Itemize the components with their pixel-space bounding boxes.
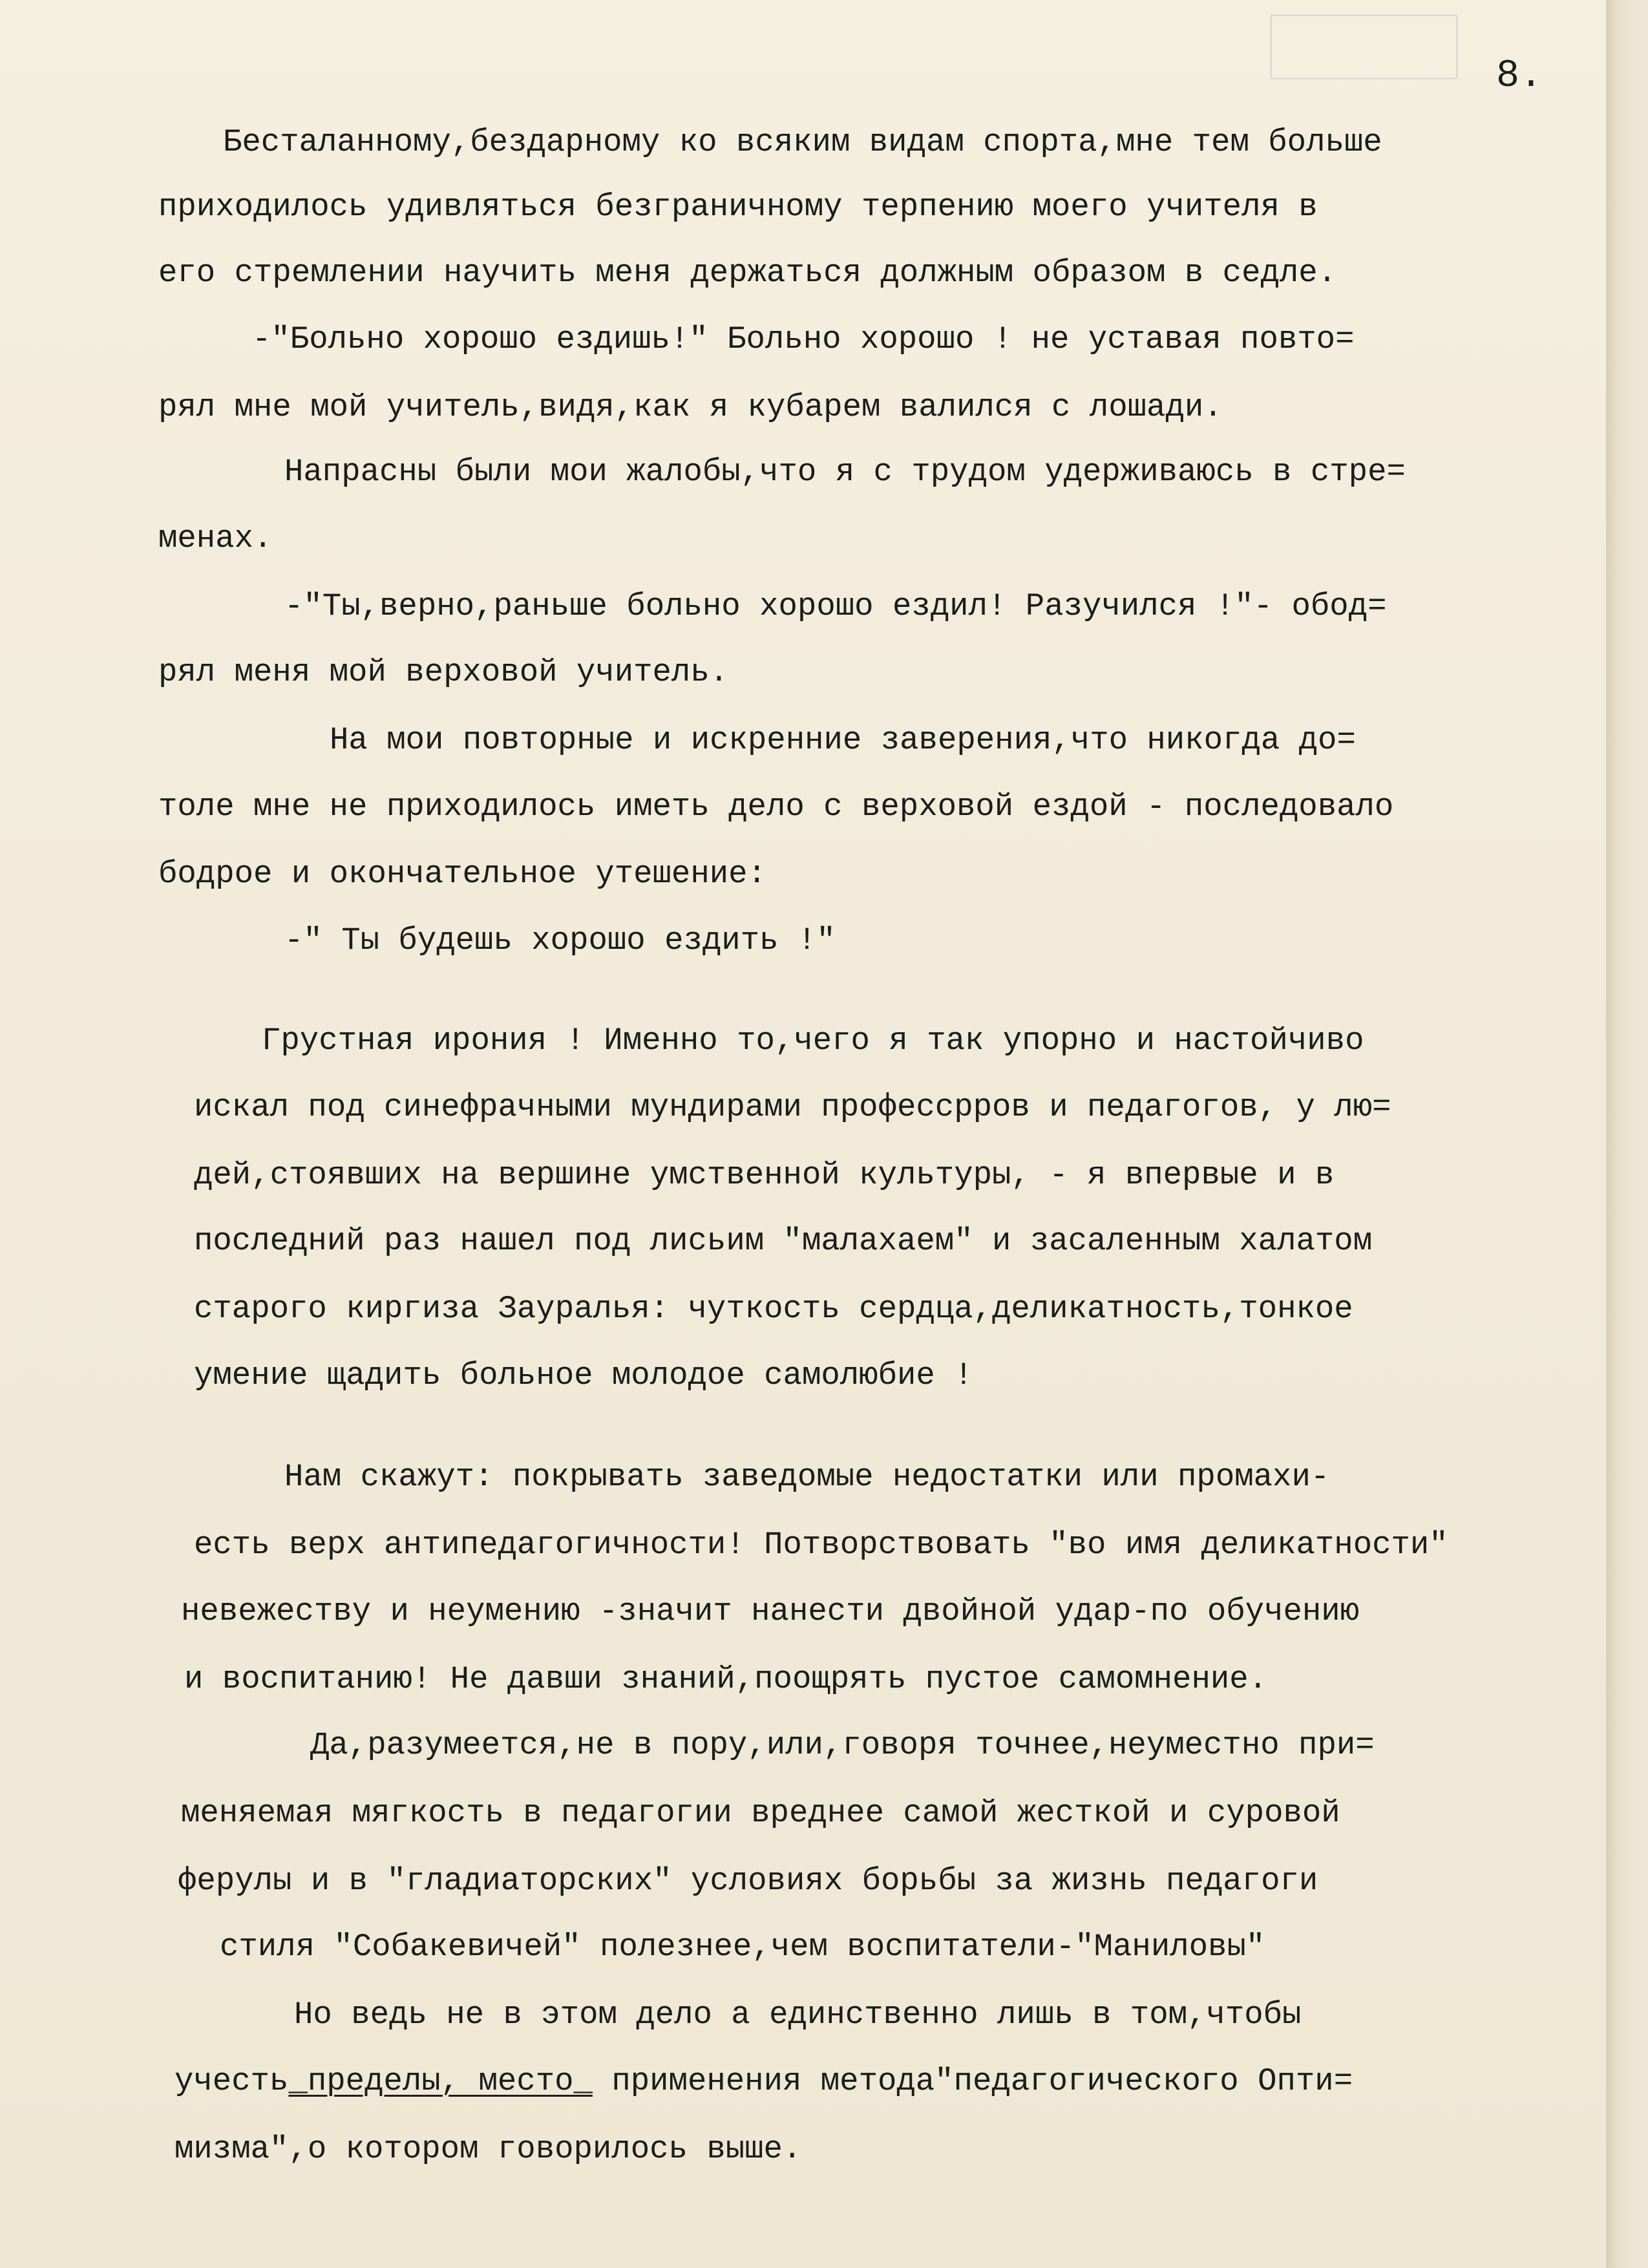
text-segment: применения метода"педагогического Опти= [592,2063,1353,2099]
text-line: дей,стоявших на вершине умственной культуры, - я впервые и в [194,1157,1335,1193]
text-line: Грустная ирония ! Именно то,чего я так упорно и настойчиво [262,1023,1364,1059]
text-line: есть верх антипедагогичности! Потворствовать "во имя деликатности" [194,1527,1448,1563]
text-line: Но ведь не в этом дело а единственно лишь в том,чтобы [294,1997,1302,2033]
text-line [174,2062,1353,2101]
text-line: менах. [158,520,273,556]
text-segment: учесть [174,2063,289,2099]
text-line: Бесталанному,бездарному ко всяким видам спорта,мне тем больше [223,124,1382,160]
text-line: и воспитанию! Не давши знаний,поощрять пустое самомнение. [184,1661,1268,1697]
text-line: толе мне не приходилось иметь дело с верховой ездой - последовало [158,789,1394,825]
text-line: старого киргиза Зауралья: чуткость сердца,деликатность,тонкое [194,1291,1353,1327]
archive-stamp [1270,14,1458,79]
text-line: его стремлении научить меня держаться должным образом в седле. [158,255,1337,291]
text-line: ферулы и в "гладиаторских" условиях борьбы за жизнь педагоги [178,1863,1318,1899]
text-line: -"Больно хорошо ездишь!" Больно хорошо ! не уставая повто= [252,321,1355,357]
text-line: последний раз нашел под лисьим "малахаем" и засаленным халатом [194,1223,1373,1259]
text-line: Да,разумеется,не в пору,или,говоря точнее,неуместно при= [310,1727,1375,1763]
text-line: Нам скажут: покрывать заведомые недостатки или промахи- [284,1459,1330,1495]
underlined-text: _пределы, место_ [288,2063,593,2099]
text-line: приходилось удивляться безграничному терпению моего учителя в [158,189,1318,225]
text-line: бодрое и окончательное утешение: [158,856,766,892]
text-line: рял меня мой верховой учитель. [158,654,729,690]
text-line: невежеству и неумению -значит нанести двойной удар-по обучению [181,1593,1360,1629]
text-line: Напрасны были мои жалобы,что я с трудом удерживаюсь в стре= [284,454,1406,490]
text-line: рял мне мой учитель,видя,как я кубарем валился с лошади. [158,389,1223,425]
text-line: На мои повторные и искренние заверения,что никогда до= [330,722,1356,758]
page-number: 8. [1496,54,1543,98]
text-line: меняемая мягкость в педагогии вреднее самой жесткой и суровой [181,1795,1340,1831]
page-edge [1606,0,1648,2268]
text-line: -" Ты будешь хорошо ездить !" [284,922,836,959]
text-line: стиля "Собакевичей" полезнее,чем воспитатели-"Маниловы" [220,1929,1265,1965]
text-line: умение щадить больное молодое самолюбие ! [194,1357,973,1394]
text-line: мизма",о котором говорилось выше. [174,2131,802,2167]
text-line: искал под синефрачными мундирами профессрров и педагогов, у лю= [194,1089,1391,1125]
text-line: -"Ты,верно,раньше больно хорошо ездил! Разучился !"- обод= [284,588,1387,624]
